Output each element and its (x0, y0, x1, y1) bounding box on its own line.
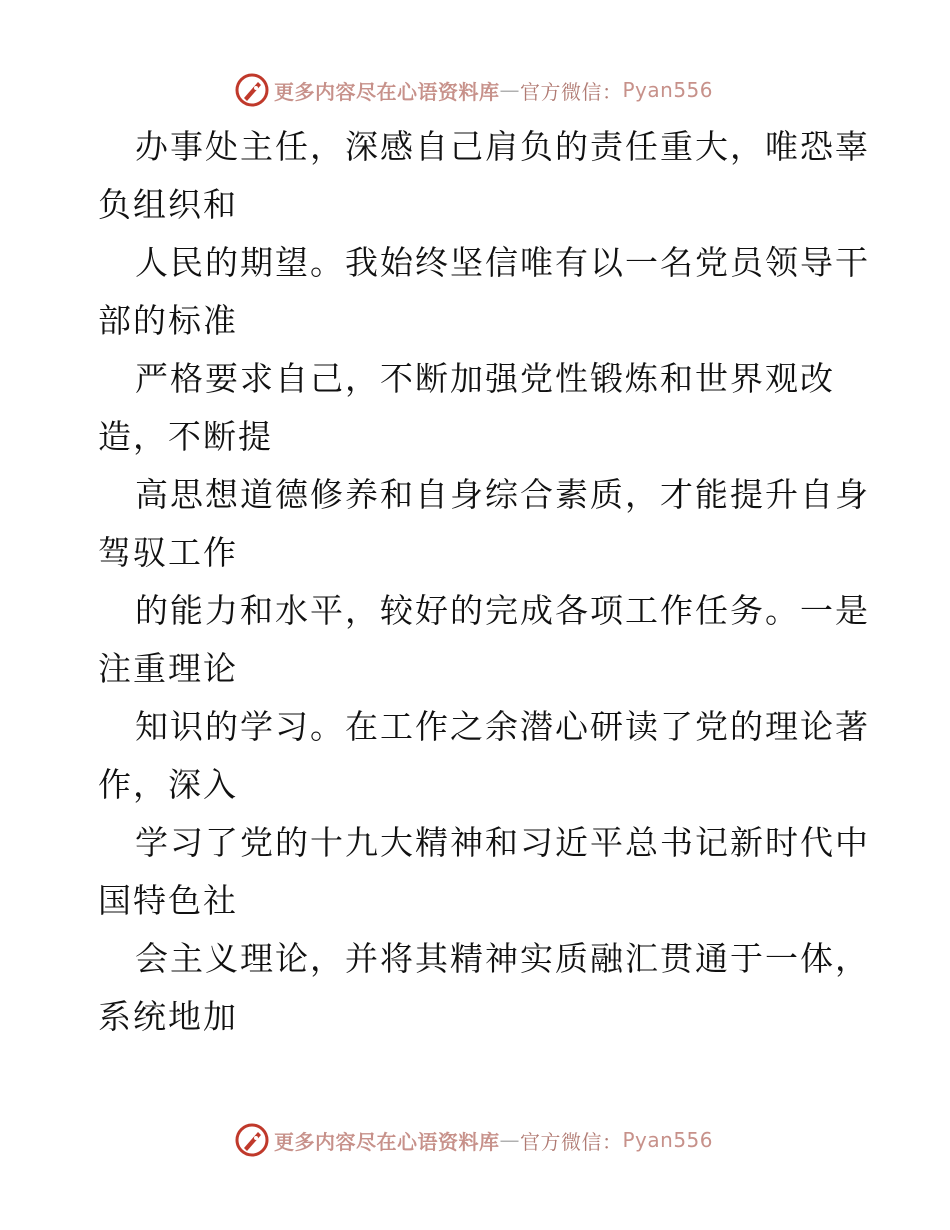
body-line: 的能力和水平，较好的完成各项工作任务。一是 (135, 591, 870, 630)
body-line: 高思想道德修养和自身综合素质，才能提升自身 (135, 475, 870, 514)
body-line: 造，不断提 (98, 417, 273, 456)
footer-wechat-label: 官方微信： (520, 1129, 623, 1154)
body-line: 国特色社 (98, 881, 238, 920)
body-line: 人民的期望。我始终坚信唯有以一名党员领导干 (135, 243, 870, 282)
document-body (98, 118, 898, 1046)
body-line: 知识的学习。在工作之余潜心研读了党的理论著 (135, 707, 870, 746)
body-line: 会主义理论，并将其精神实质融汇贯通于一体， (135, 939, 870, 978)
header-wechat-label: 官方微信： (520, 79, 623, 104)
body-line: 负组织和 (98, 185, 238, 224)
header-watermark (234, 70, 754, 110)
body-line: 办事处主任，深感自己肩负的责任重大，唯恐辜 (135, 127, 870, 166)
footer-wechat-id: Pyan556 (622, 1128, 714, 1152)
body-line: 作，深入 (98, 765, 238, 804)
body-line: 学习了党的十九大精神和习近平总书记新时代中 (135, 823, 870, 862)
body-line: 部的标准 (98, 301, 238, 340)
pen-nib-icon (234, 72, 270, 108)
footer-watermark (234, 1120, 754, 1160)
header-title: 更多内容尽在心语资料库 (274, 79, 500, 104)
body-line: 系统地加 (98, 997, 238, 1036)
body-line: 驾驭工作 (98, 533, 238, 572)
header-dash: — (499, 78, 520, 102)
pen-nib-icon (234, 1122, 270, 1158)
footer-title: 更多内容尽在心语资料库 (274, 1129, 500, 1154)
body-line: 严格要求自己，不断加强党性锻炼和世界观改 (135, 359, 835, 398)
header-wechat-id: Pyan556 (622, 78, 714, 102)
footer-dash: — (499, 1128, 520, 1152)
body-line: 注重理论 (98, 649, 238, 688)
